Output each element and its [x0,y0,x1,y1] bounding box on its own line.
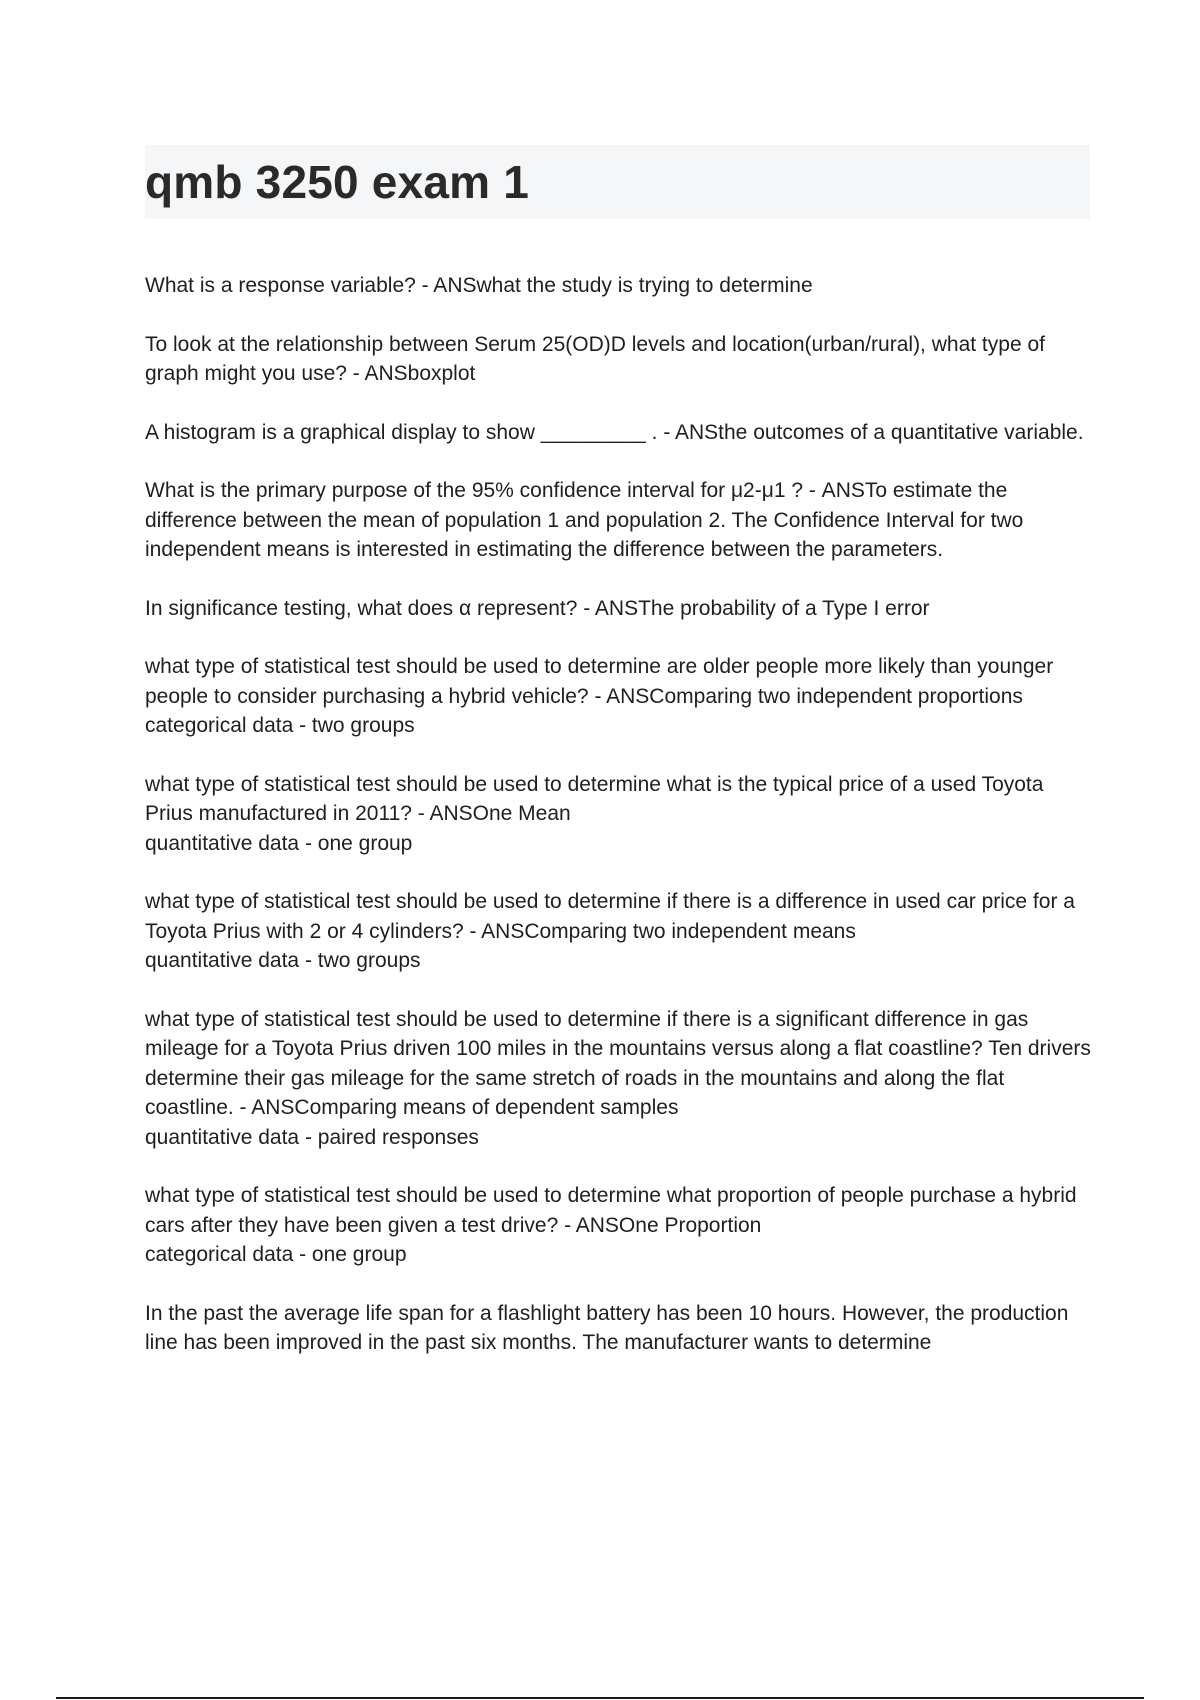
entry-category: quantitative data - one group [145,831,413,855]
qa-entry [145,652,1095,741]
entry-text: what type of statistical test should be used to determine what proportion of people purchase a hybrid cars after they have been given a test drive? - ANSOne Proportion [145,1184,1077,1237]
entry-category: categorical data - two groups [145,714,415,737]
entry-category: quantitative data - paired responses [145,1125,479,1149]
entry-text: what type of statistical test should be used to determine if there is a difference in used car price for a Toyota Prius with 2 or 4 cylinders? - ANSComparing two independent means [145,890,1075,943]
qa-entry [145,594,1095,624]
entry-text: What is the primary purpose of the 95% confidence interval for μ2-μ1 ? - ANSTo estimate the difference between the mean of population 1 and population 2. The Confidence Interval for two independent means is interested in estimating the difference between the parameters. [145,479,1024,561]
entry-text: A histogram is a graphical display to show _________ . - ANSthe outcomes of a quantitative variable. [145,420,1084,444]
qa-list [145,271,1095,1387]
qa-entry [145,887,1095,976]
qa-entry [145,1181,1095,1270]
entry-text: what type of statistical test should be used to determine are older people more likely than younger people to consider purchasing a hybrid vehicle? - ANSComparing two independent proportions [145,655,1054,708]
qa-entry [145,1005,1095,1153]
entry-text: In the past the average life span for a flashlight battery has been 10 hours. However, the production line has been improved in the past six months. The manufacturer wants to determine [145,1301,1069,1354]
entry-category: categorical data - one group [145,1243,407,1266]
entry-text: what type of statistical test should be used to determine if there is a significant difference in gas mileage for a Toyota Prius driven 100 miles in the mountains versus along a flat coastline? Ten drivers determine their gas mileage for the same stretch of roads in the mountains and along the flat coastline. - ANSComparing means of dependent samples [145,1007,1091,1119]
entry-text: What is a response variable? - ANSwhat the study is trying to determine [145,274,813,297]
entry-category: quantitative data - two groups [145,949,421,972]
qa-entry [145,1299,1095,1358]
qa-entry [145,330,1095,389]
title-banner [145,145,1090,219]
qa-entry [145,770,1095,859]
entry-text: In significance testing, what does α represent? - ANSThe probability of a Type I error [145,596,930,620]
qa-entry [145,418,1095,448]
page-divider [56,1697,1144,1699]
entry-text: what type of statistical test should be used to determine what is the typical price of a used Toyota Prius manufactured in 2011? - ANSOne Mean [145,772,1044,825]
qa-entry [145,271,1095,301]
qa-entry [145,476,1095,565]
entry-text: To look at the relationship between Serum 25(OD)D levels and location(urban/rural), what type of graph might you use? - ANSboxplot [145,332,1045,385]
page-title: qmb 3250 exam 1 [145,156,530,208]
